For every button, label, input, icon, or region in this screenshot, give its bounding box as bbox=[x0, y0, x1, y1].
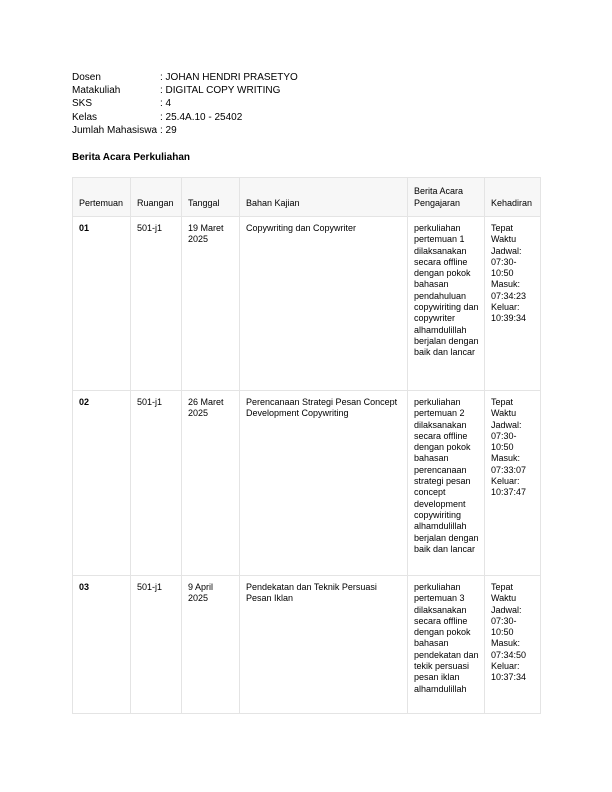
cell-pertemuan: 02 bbox=[73, 391, 131, 576]
header-berita-acara: Berita Acara Pengajaran bbox=[408, 178, 485, 217]
table-row bbox=[73, 391, 541, 576]
table-header-row bbox=[73, 178, 541, 217]
cell-ruangan: 501-j1 bbox=[131, 391, 182, 576]
header-ruangan: Ruangan bbox=[131, 178, 182, 217]
table-row bbox=[73, 576, 541, 714]
course-info bbox=[72, 71, 298, 137]
info-label: Dosen bbox=[72, 72, 101, 83]
cell-bahan-kajian: Perencanaan Strategi Pesan Concept Development Copywriting bbox=[240, 391, 408, 576]
cell-kehadiran: Tepat Waktu Jadwal: 07:30-10:50 Masuk: 07:34:23 Keluar: 10:39:34 bbox=[485, 217, 541, 391]
cell-berita-acara: perkuliahan pertemuan 2 dilaksanakan secara offline dengan pokok bahasan perencanaan strategi pesan concept development copywiriting alhamdulillah berjalan dengan baik dan lancar bbox=[408, 391, 485, 576]
header-kehadiran: Kehadiran bbox=[485, 178, 541, 217]
header-tanggal: Tanggal bbox=[182, 178, 240, 217]
cell-berita-acara: perkuliahan pertemuan 3 dilaksanakan secara offline dengan pokok bahasan pendekatan dan tekik persuasi pesan iklan alhamdulillah bbox=[408, 576, 485, 714]
cell-berita-acara: perkuliahan pertemuan 1 dilaksanakan secara offline dengan pokok bahasan pendahuluan copywiriting dan copywriter alhamdulillah berjalan dengan baik dan lancar bbox=[408, 217, 485, 391]
info-value: : JOHAN HENDRI PRASETYO bbox=[160, 72, 298, 83]
info-row-jumlah-mahasiswa bbox=[72, 124, 298, 137]
info-value: : 25.4A.10 - 25402 bbox=[160, 111, 243, 123]
cell-tanggal: 9 April 2025 bbox=[182, 576, 240, 714]
table-row bbox=[73, 217, 541, 391]
info-label: Jumlah Mahasiswa bbox=[72, 124, 158, 136]
cell-tanggal: 19 Maret 2025 bbox=[182, 217, 240, 391]
header-pertemuan: Pertemuan bbox=[73, 178, 131, 217]
info-row-dosen bbox=[72, 71, 298, 84]
cell-kehadiran: Tepat Waktu Jadwal: 07:30-10:50 Masuk: 07:33:07 Keluar: 10:37:47 bbox=[485, 391, 541, 576]
info-label: SKS bbox=[72, 98, 93, 110]
cell-ruangan: 501-j1 bbox=[131, 217, 182, 391]
info-value: : DIGITAL COPY WRITING bbox=[160, 85, 281, 97]
cell-bahan-kajian: Copywriting dan Copywriter bbox=[240, 217, 408, 391]
info-label: Kelas bbox=[72, 111, 98, 123]
info-row-sks bbox=[72, 97, 298, 110]
berita-acara-table bbox=[72, 177, 541, 714]
cell-kehadiran: Tepat Waktu Jadwal: 07:30-10:50 Masuk: 07:34:50 Keluar: 10:37:34 bbox=[485, 576, 541, 714]
section-title: Berita Acara Perkuliahan bbox=[72, 152, 191, 163]
cell-pertemuan: 03 bbox=[73, 576, 131, 714]
cell-ruangan: 501-j1 bbox=[131, 576, 182, 714]
info-row-kelas bbox=[72, 111, 298, 124]
cell-bahan-kajian: Pendekatan dan Teknik Persuasi Pesan Iklan bbox=[240, 576, 408, 714]
info-label: Matakuliah bbox=[72, 85, 121, 97]
info-value: : 29 bbox=[160, 124, 177, 136]
header-bahan-kajian: Bahan Kajian bbox=[240, 178, 408, 217]
info-row-matakuliah bbox=[72, 84, 298, 97]
cell-tanggal: 26 Maret 2025 bbox=[182, 391, 240, 576]
info-value: : 4 bbox=[160, 98, 172, 110]
cell-pertemuan: 01 bbox=[73, 217, 131, 391]
